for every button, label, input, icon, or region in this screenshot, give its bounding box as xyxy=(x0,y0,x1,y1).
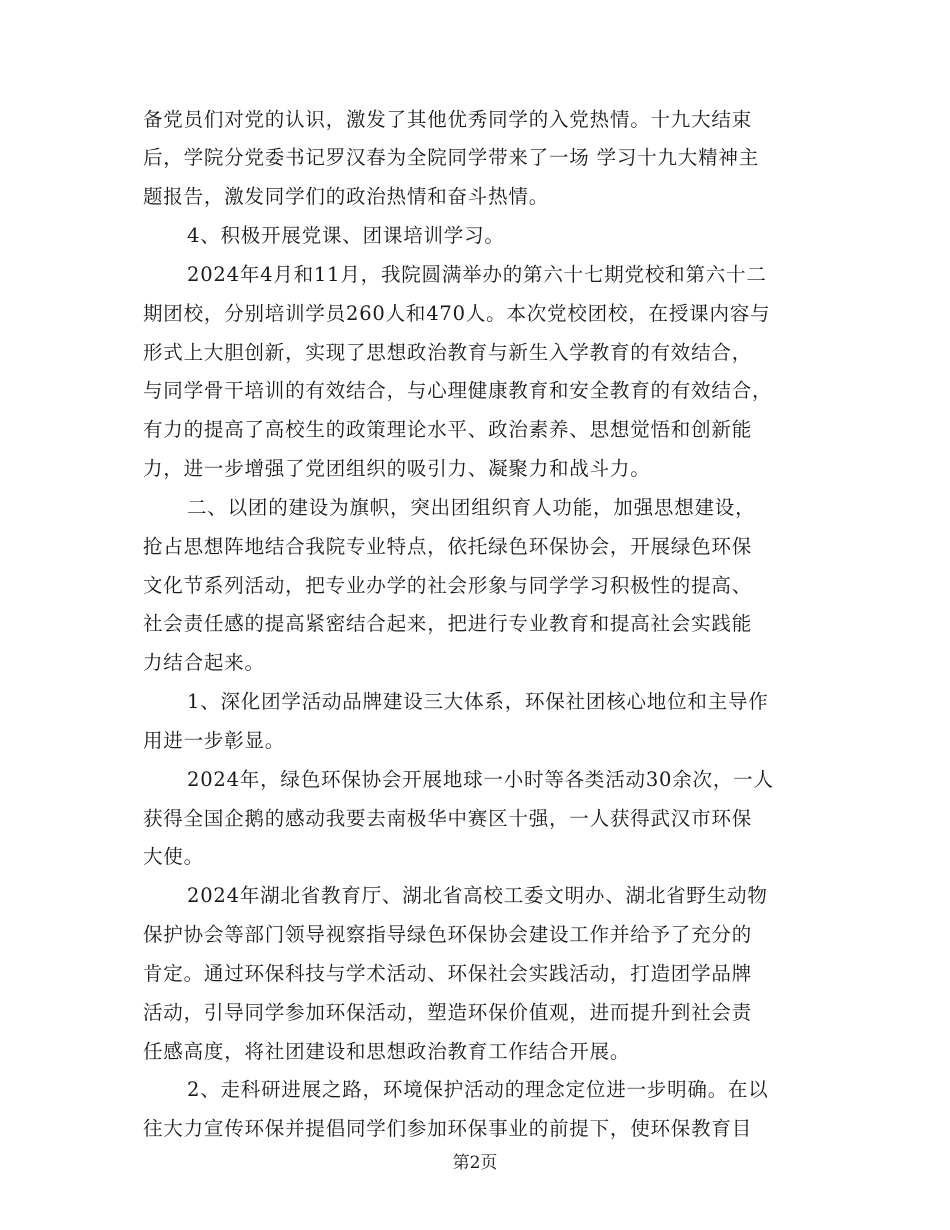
text-line: 保护协会等部门领导视察指导绿色环保协会建设工作并给予了充分的 xyxy=(143,923,753,946)
text-line: 备党员们对党的认识，激发了其他优秀同学的入党热情。十九大结束 xyxy=(143,108,753,131)
text-line: 有力的提高了高校生的政策理论水平、政治素养、思想觉悟和创新能 xyxy=(143,418,753,441)
text-line: 社会责任感的提高紧密结合起来，把进行专业教育和提高社会实践能 xyxy=(143,612,753,635)
text-line: 获得全国企鹅的感动我要去南极华中赛区十强，一人获得武汉市环保 xyxy=(143,807,753,830)
text-line: 与同学骨干培训的有效结合，与心理健康教育和安全教育的有效结合， xyxy=(143,379,773,402)
text-line: 力，进一步增强了党团组织的吸引力、凝聚力和战斗力。 xyxy=(143,457,651,480)
text-line: 活动，引导同学参加环保活动，塑造环保价值观，进而提升到社会责 xyxy=(143,1001,753,1024)
text-line: 任感高度，将社团建设和思想政治教育工作结合开展。 xyxy=(143,1040,631,1063)
page-number: 第2页 xyxy=(452,1153,498,1173)
text-line: 形式上大胆创新，实现了思想政治教育与新生入学教育的有效结合， xyxy=(143,341,753,364)
section-heading: 1、深化团学活动品牌建设三大体系，环保社团核心地位和主导作 xyxy=(187,690,769,713)
text-line: 用进一步彰显。 xyxy=(143,729,286,752)
text-line: 肯定。通过环保科技与学术活动、环保社会实践活动，打造团学品牌 xyxy=(143,962,753,985)
text-line: 后，学院分党委书记罗汉春为全院同学带来了一场 学习十九大精神主 xyxy=(143,146,759,169)
text-line: 2024年，绿色环保协会开展地球一小时等各类活动30余次，一人 xyxy=(187,768,774,791)
section-heading: 二、以团的建设为旗帜，突出团组织育人功能，加强思想建设， xyxy=(187,496,756,519)
text-line: 期团校，分别培训学员260人和470人。本次党校团校，在授课内容与 xyxy=(143,302,771,325)
text-line: 往大力宣传环保并提倡同学们参加环保事业的前提下，使环保教育目 xyxy=(143,1117,753,1140)
text-line: 2024年4月和11月，我院圆满举办的第六十七期党校和第六十二 xyxy=(187,263,767,286)
section-heading: 4、积极开展党课、团课培训学习。 xyxy=(187,224,505,247)
text-line: 抢占思想阵地结合我院专业特点，依托绿色环保协会，开展绿色环保 xyxy=(143,535,753,558)
text-line: 2024年湖北省教育厅、湖北省高校工委文明办、湖北省野生动物 xyxy=(187,884,768,907)
text-line: 大使。 xyxy=(143,845,204,868)
text-line: 文化节系列活动，把专业办学的社会形象与同学学习积极性的提高、 xyxy=(143,574,753,597)
text-line: 题报告，激发同学们的政治热情和奋斗热情。 xyxy=(143,185,550,208)
section-heading: 2、走科研进展之路，环境保护活动的理念定位进一步明确。在以 xyxy=(187,1078,769,1101)
text-line: 力结合起来。 xyxy=(143,651,265,674)
